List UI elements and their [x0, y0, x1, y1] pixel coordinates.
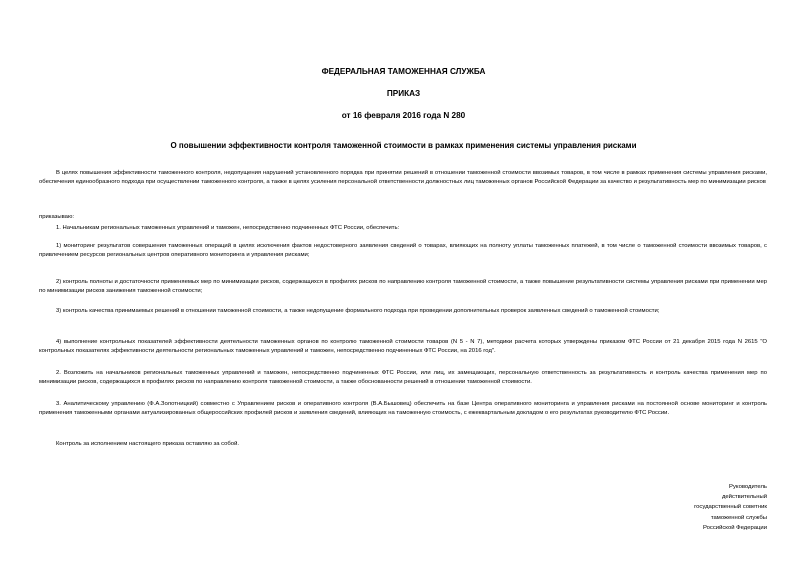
document-title: О повышении эффективности контроля таможенной стоимости в рамках применения системы управления рисками: [170, 141, 637, 150]
signature-line: таможенной службы: [710, 514, 767, 521]
date-number-heading: от 16 февраля 2016 года N 280: [341, 111, 466, 120]
item-1-3: 3) контроль качества принимаемых решений в отношении таможенной стоимости, а также недопущение формального подхода при проведении дополнительных проверок заявленных сведений о таможенной стоимости;: [56, 308, 660, 314]
org-heading: ФЕДЕРАЛЬНАЯ ТАМОЖЕННАЯ СЛУЖБА: [321, 67, 486, 76]
intro-paragraph: В целях повышения эффективности таможенного контроля, недопущения нарушений установленного порядка при принятии решений в отношении таможенной стоимости ввозимых товаров, в том числе в рамках применения системы управления рисками, обеспечения единообразного подхода при осуществлении таможенного контроля, а также в целях усиления персональной ответственности должностных лиц таможенных органов Российской Федерации за качество и результативность мер по минимизации рисков: [39, 170, 767, 185]
item-1-2: 2) контроль полноты и достаточности применяемых мер по минимизации рисков, содержащихся в профилях рисков по направлению контроля таможенной стоимости, а также повышение результативности системы управления рисками при применении мер по минимизации рисков занижения таможенной стоимости;: [39, 279, 767, 294]
signature-line: действительный: [721, 494, 767, 501]
item-2: 2. Возложить на начальников региональных таможенных управлений и таможен, непосредственно подчиненных ФТС России, или лиц, их замещающих, персональную ответственность за результативность и контроль качества применения мер по минимизации рисков, содержащихся в профилях рисков по направлению контроля таможенной стоимости, а также обоснованности решений в отношении таможенной стоимости.: [39, 370, 767, 385]
control-paragraph: Контроль за исполнением настоящего приказа оставляю за собой.: [56, 441, 240, 447]
signature-line: Руководитель: [729, 484, 767, 490]
orders-word: приказываю:: [39, 214, 75, 220]
item-3: 3. Аналитическому управлению (Ф.А.Золотницкий) совместно с Управлением рисков и оперативного контроля (В.А.Бышовец) обеспечить на базе Центра оперативного мониторинга и управления рисками на постоянной основе мониторинг и контроль применения таможенными органами актуализированных общероссийских профилей рисков и заявления сведений, влияющих на таможенную стоимость, с ежеквартальным докладом о его результатах руководителю ФТС России.: [39, 401, 767, 416]
signature-block: [567, 482, 767, 533]
doc-type-heading: ПРИКАЗ: [386, 89, 421, 98]
signature-line: Российской Федерации: [702, 524, 767, 531]
item-1-1: 1) мониторинг результатов совершения таможенных операций в целях исключения фактов недостоверного заявления сведений о товарах, влияющих на полноту уплаты таможенных платежей, в том числе о таможенной стоимости ввозимых товаров, с привлечением ресурсов региональных центров оперативного мониторинга и управления рисками;: [39, 243, 767, 258]
item-1: 1. Начальникам региональных таможенных управлений и таможен, непосредственно подчиненных ФТС России, обеспечить:: [56, 225, 400, 231]
signature-line: государственный советник: [694, 504, 767, 511]
item-1-4: 4) выполнение контрольных показателей эффективности деятельности таможенных органов по контролю таможенной стоимости товаров (N 5 - N 7), методики расчета которых утверждены приказом ФТС России от 21 декабря 2015 года N 2615 "О контрольных показателях эффективности деятельности региональных таможенных управлений и таможен, непосредственно подчиненных ФТС России, на 2016 год".: [39, 339, 767, 354]
